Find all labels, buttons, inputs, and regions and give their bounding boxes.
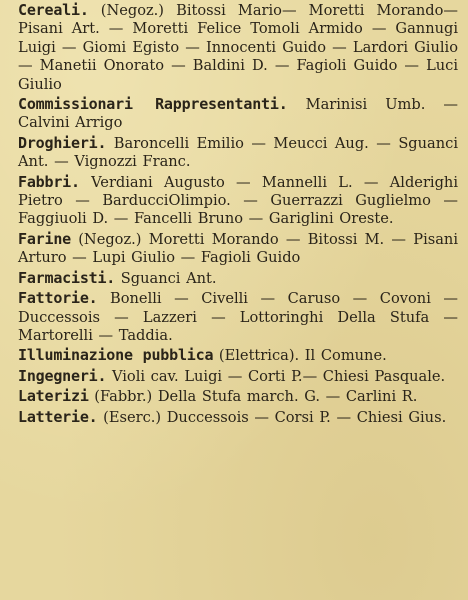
entry-cereali [18,1,458,94]
category-heading: Laterizi [18,387,89,406]
entry-illuminazione [18,346,458,365]
entry-text: Sguanci Ant. [115,269,217,287]
entry-text: Violi cav. Luigi — Corti P.— Chiesi Pasquale. [106,367,446,385]
category-heading: Ingegneri. [18,366,107,385]
entry-fabbri [18,173,458,229]
entry-text: Verdiani Augusto — Mannelli L. — Alderighi Pietro — BarducciOlimpio. — Guerrazzi Guglielmo — Faggiuoli D. — Fancelli Bruno — Gariglini Oreste. [18,173,458,228]
entry-laterizi [18,387,458,406]
category-heading: Droghieri. [18,133,107,152]
category-heading: Commissionari Rappresentanti. [18,95,288,114]
category-heading: Illuminazione pubblica [18,346,214,365]
entry-text: (Negoz.) Bitossi Mario— Moretti Morando— Pisani Art. — Moretti Felice Tomoli Armido — Gannugi Luigi — Giomi Egisto — Innocenti Guido — Lardori Giulio — Manetii Onorato — Baldini D. — Fagioli Guido — Luci Giulio [18,2,458,93]
category-heading: Cereali. [18,1,89,19]
entry-farmacisti [18,269,458,288]
entry-text: Marinisi Umb. — Calvini Arrigo [18,96,459,132]
category-heading: Latterie. [18,407,98,426]
entry-text: (Eserc.) Duccessois — Corsi P. — Chiesi Gius. [97,408,447,426]
entry-text: (Elettrica). Il Comune. [213,347,387,365]
entry-ingegneri [18,367,458,386]
entry-text: (Fabbr.) Della Stufa march. G. — Carlini R. [88,388,418,406]
entry-latterie [18,408,458,427]
entry-commissionari [18,95,458,133]
entry-fattorie [18,289,458,345]
entry-farine [18,230,458,268]
category-heading: Farmacisti. [18,268,116,287]
entry-text: Bonelli — Civelli — Caruso — Covoni — Duccessois — Lazzeri — Lottoringhi Della Stufa — Martorelli — Taddia. [18,290,458,344]
entry-droghieri [18,134,458,172]
category-heading: Fabbri. [18,172,80,191]
entry-text: Baroncelli Emilio — Meucci Aug. — Sguanci Ant. — Vignozzi Franc. [18,134,458,171]
category-heading: Farine [18,229,71,248]
category-heading: Fattorie. [18,289,98,308]
entry-text: (Negoz.) Moretti Morando — Bitossi M. — Pisani Arturo — Lupi Giulio — Fagioli Guido [18,230,458,267]
